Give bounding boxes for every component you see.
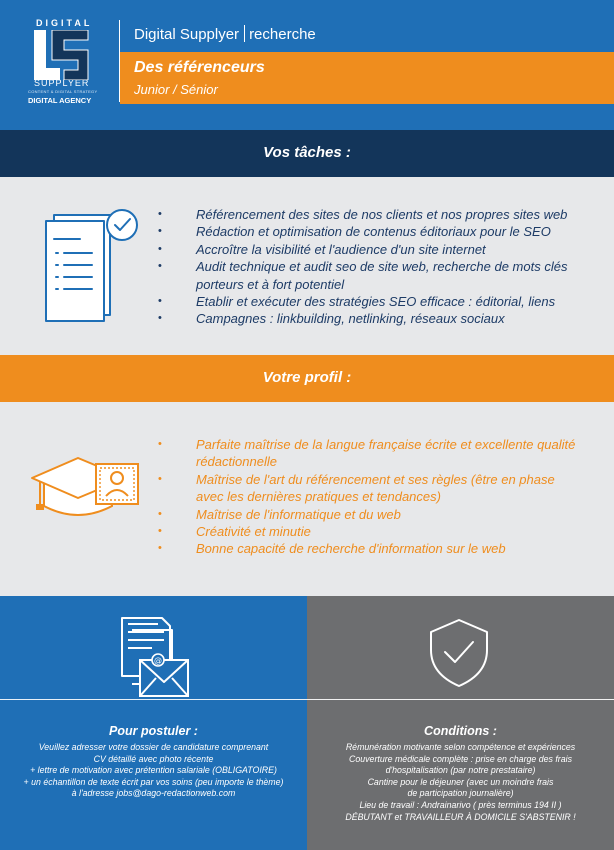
logo-text-top: DIGITAL	[36, 18, 93, 28]
tasks-heading-band	[0, 130, 614, 177]
header-company-line	[134, 25, 316, 43]
logo-mark-icon	[34, 30, 90, 80]
conditions-line: de participation journalière)	[407, 788, 514, 799]
conditions-section	[307, 596, 614, 850]
profile-heading-band	[0, 355, 614, 402]
logo-tagline: CONTENT & DIGITAL STRATEGY	[28, 89, 98, 94]
job-level: Junior / Sénior	[134, 82, 218, 97]
apply-title: Pour postuler :	[109, 724, 198, 738]
conditions-line: Couverture médicale complète : prise en charge des frais	[349, 753, 572, 764]
title-separator	[244, 25, 245, 42]
apply-line: + lettre de motivation avec prétention salariale (OBLIGATOIRE)	[30, 765, 277, 776]
conditions-title: Conditions :	[424, 724, 497, 738]
conditions-line: d'hospitalisation (par notre prestataire)	[385, 765, 536, 776]
job-title: Des référenceurs	[134, 59, 265, 76]
conditions-line: Rémunération motivante selon compétence et expériences	[345, 742, 576, 752]
header-section: recherche	[249, 26, 316, 43]
tasks-panel	[0, 177, 614, 355]
list-item: • Campagnes : linkbuilding, netlinking, réseaux sociaux	[158, 310, 578, 327]
logo-text-bottom: DIGITAL AGENCY	[28, 96, 92, 105]
list-item: • Référencement des sites de nos clients et nos propres sites web	[158, 206, 578, 223]
apply-section	[0, 596, 307, 850]
profile-panel	[0, 402, 614, 596]
apply-divider	[0, 699, 307, 700]
list-item: • Audit technique et audit seo de site web, recherche de mots clés porteurs et à fort potentiel	[158, 258, 578, 293]
apply-email[interactable]: à l'adresse jobs@dago-redactionweb.com	[71, 788, 236, 799]
logo-text-middle: SUPPLYER	[34, 78, 90, 88]
mail-documents-icon	[118, 616, 190, 698]
list-item: • Accroître la visibilité et l'audience d'un site internet	[158, 241, 578, 258]
conditions-line: Cantine pour le déjeuner (avec un moindre frais	[367, 776, 554, 787]
list-item: • Maîtrise de l'informatique et du web	[158, 506, 578, 523]
company-name: Digital Supplyer	[134, 26, 240, 43]
job-banner	[120, 52, 614, 104]
company-logo	[26, 18, 102, 108]
tasks-list	[158, 206, 578, 328]
graduation-cap-icon	[30, 440, 142, 530]
apply-line: Veuillez adresser votre dossier de candidature comprenant	[38, 742, 269, 752]
header	[0, 0, 614, 130]
list-item: • Maîtrise de l'art du référencement et ses règles (être en phase avec les dernières pratiques et tendances)	[158, 471, 578, 506]
conditions-line: Lieu de travail : Andrainarivo ( près terminus 194 II )	[359, 799, 562, 810]
list-item: • Bonne capacité de recherche d'information sur le web	[158, 540, 578, 557]
list-item: • Créativité et minutie	[158, 523, 578, 540]
apply-line: CV détaillé avec photo récente	[93, 753, 214, 764]
document-checklist-icon	[40, 207, 140, 323]
conditions-divider	[307, 699, 614, 700]
list-item: • Parfaite maîtrise de la langue française écrite et excellente qualité rédactionnelle	[158, 436, 578, 471]
apply-details	[0, 742, 307, 800]
svg-text:@: @	[154, 656, 162, 665]
profile-heading: Votre profil :	[262, 369, 352, 386]
profile-list	[158, 436, 578, 558]
conditions-line: DÉBUTANT et TRAVAILLEUR À DOMICILE S'ABSTENIR !	[345, 811, 576, 822]
apply-line: + un échantillon de texte écrit par vos soins (peu importe le thème)	[23, 776, 284, 787]
shield-check-icon	[427, 618, 491, 688]
list-item: • Rédaction et optimisation de contenus éditoriaux pour le SEO	[158, 223, 578, 240]
tasks-heading: Vos tâches :	[263, 144, 351, 161]
conditions-details	[307, 742, 614, 823]
list-item: • Etablir et exécuter des stratégies SEO efficace : éditorial, liens	[158, 293, 578, 310]
